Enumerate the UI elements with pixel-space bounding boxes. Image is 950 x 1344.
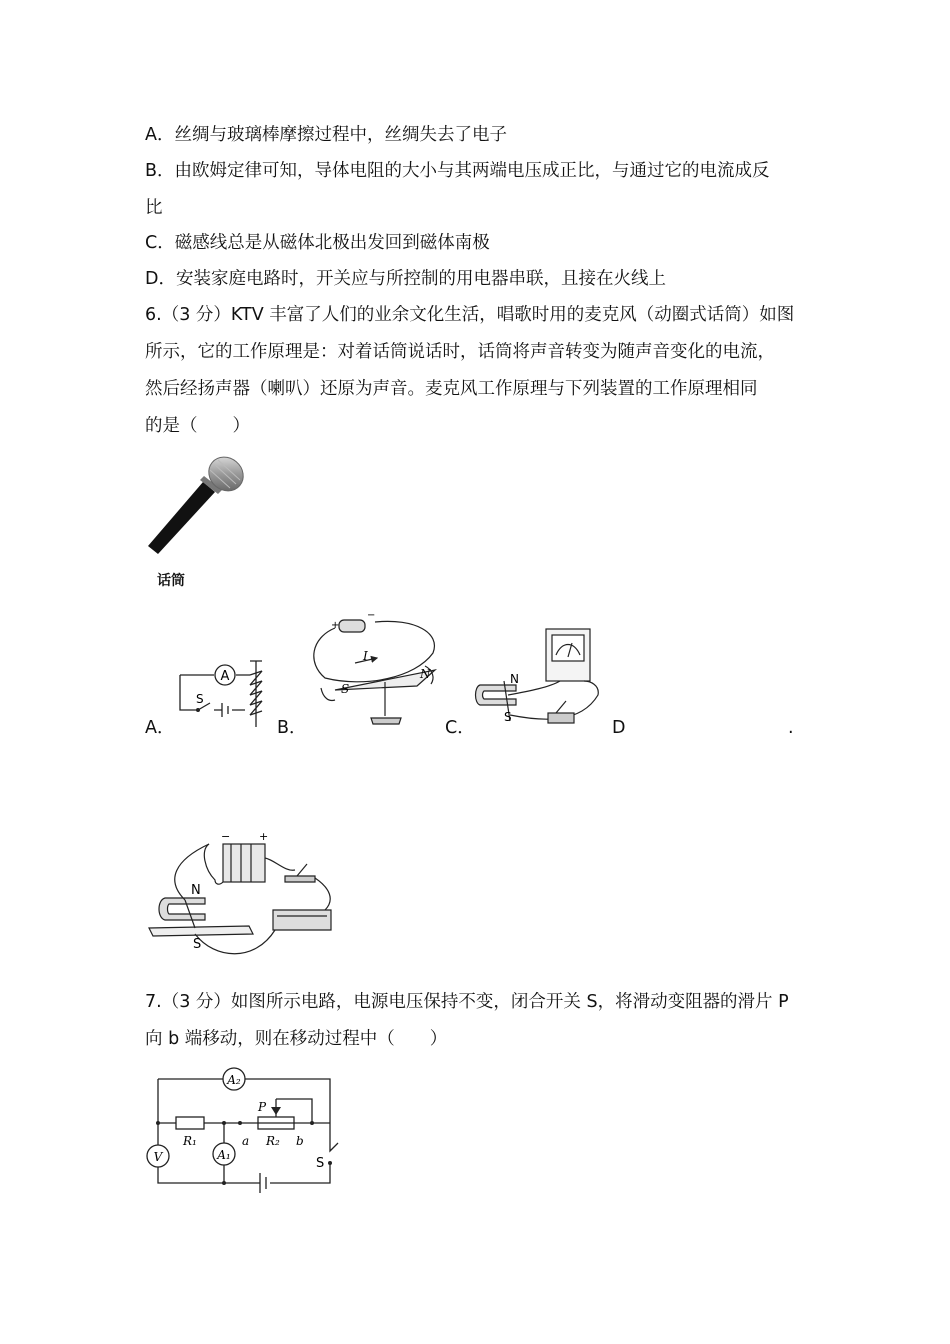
circuit-a-label: a — [242, 1134, 250, 1148]
figure-c-induction — [470, 625, 605, 735]
circuit-s-label: S — [316, 1156, 325, 1171]
figure-a-switch-label: S — [196, 692, 204, 706]
figure-d-minus: − — [221, 830, 231, 843]
microphone-image — [140, 450, 250, 560]
figure-a-electromagnet — [170, 655, 270, 730]
q5-option-b-line1: B．由欧姆定律可知，导体电阻的大小与其两端电压成正比，与通过它的电流成反 — [145, 161, 770, 181]
figure-b-north: N — [420, 667, 431, 681]
figure-b-plus: + — [331, 620, 340, 631]
q6-option-d-label: D — [612, 718, 626, 738]
figure-d-south: S — [193, 937, 202, 952]
q5-option-a: A．丝绸与玻璃棒摩擦过程中，丝绸失去了电子 — [145, 125, 507, 145]
q7-circuit-diagram — [140, 1065, 355, 1195]
q5-option-b-line2: 比 — [145, 198, 163, 218]
q7-stem-line1: 7.（3 分）如图所示电路，电源电压保持不变，闭合开关 S，将滑动变阻器的滑片 P — [145, 992, 789, 1012]
q6-option-a-label: A． — [145, 718, 175, 738]
q5-option-c: C．磁感线总是从磁体北极出发回到磁体南极 — [145, 233, 490, 253]
q7-stem-line2: 向 b 端移动，则在移动过程中（ ） — [145, 1029, 448, 1049]
q6-stem-line4: 的是（ ） — [145, 416, 250, 436]
q6-stem-line3: 然后经扬声器（喇叭）还原为声音。麦克风工作原理与下列装置的工作原理相同 — [145, 379, 758, 399]
figure-b-current: I — [363, 649, 368, 663]
q6-stem-line2: 所示，它的工作原理是：对着话筒说话时，话筒将声音转变为随声音变化的电流， — [145, 342, 775, 362]
figure-b-minus: − — [367, 610, 376, 621]
figure-d-motor — [145, 830, 345, 965]
figure-b-south: S — [341, 682, 350, 696]
circuit-p-label: P — [258, 1100, 267, 1114]
circuit-v-label: V — [153, 1150, 163, 1164]
q5-option-d: D．安装家庭电路时，开关应与所控制的用电器串联，且接在火线上 — [145, 269, 666, 289]
circuit-a2-label: A₂ — [227, 1073, 241, 1087]
circuit-a1-label: A₁ — [217, 1148, 231, 1162]
q6-option-c-label: C． — [445, 718, 475, 738]
circuit-b-label: b — [296, 1134, 304, 1148]
figure-d-north: N — [191, 883, 201, 898]
figure-d-plus: + — [259, 830, 269, 843]
circuit-r2-label: R₂ — [266, 1134, 280, 1148]
figure-b-oersted — [305, 608, 445, 733]
q6-stem-line1: 6.（3 分）KTV 丰富了人们的业余文化生活，唱歌时用的麦克风（动圈式话筒）如图 — [145, 305, 795, 325]
q6-option-b-label: B． — [277, 718, 307, 738]
figure-a-ammeter-label: A — [220, 669, 230, 684]
mic-caption: 话筒 — [157, 573, 185, 589]
figure-c-south: S — [504, 710, 512, 724]
circuit-r1-label: R₁ — [183, 1134, 197, 1148]
figure-c-north: N — [510, 672, 519, 686]
q6-option-d-dot: . — [788, 718, 794, 738]
